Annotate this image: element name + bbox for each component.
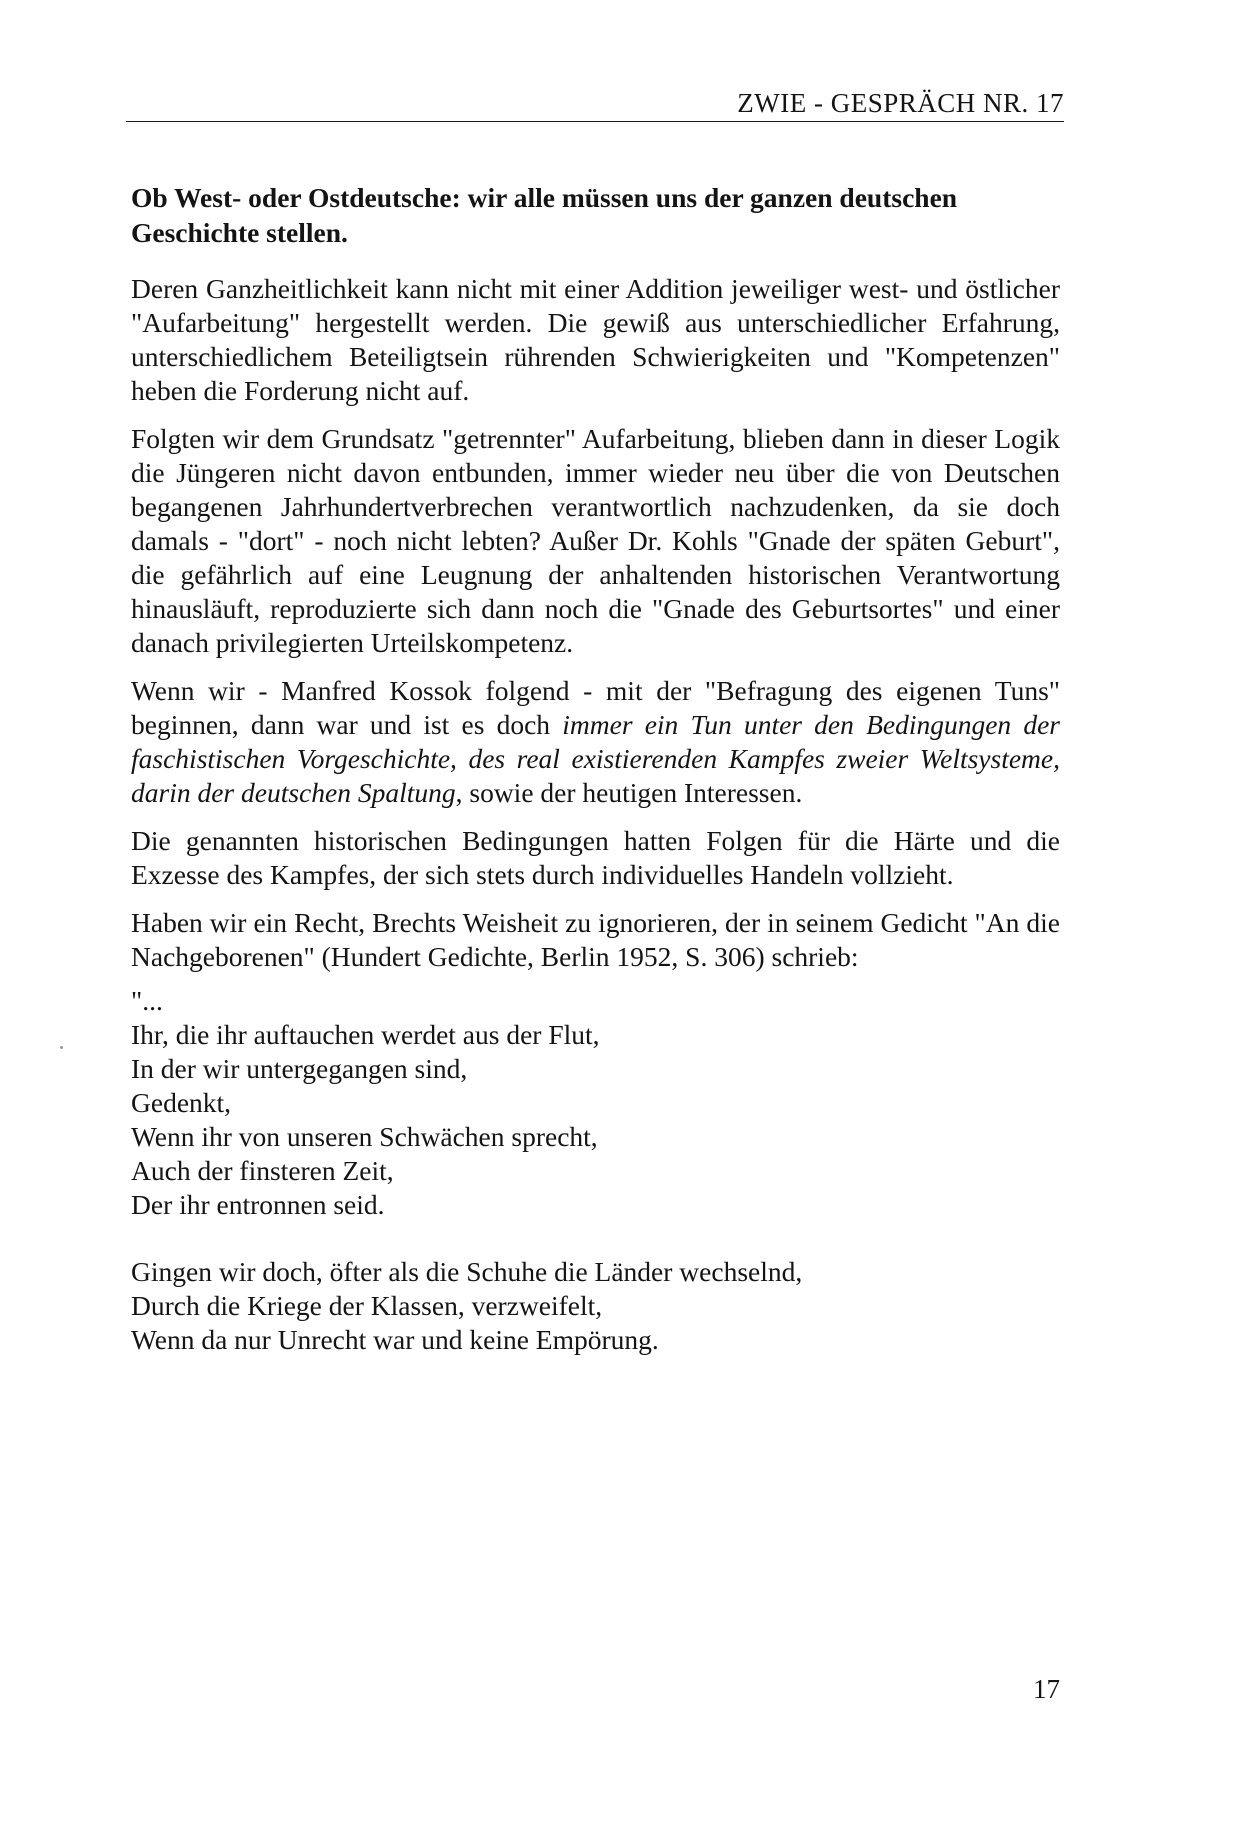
poem-line: Wenn da nur Unrecht war und keine Empörung.	[131, 1324, 659, 1355]
poem-line: Gingen wir doch, öfter als die Schuhe die Länder wechselnd,	[131, 1256, 803, 1287]
running-header: ZWIE - GESPRÄCH NR. 17	[737, 88, 1064, 118]
poem-line: Auch der finsteren Zeit,	[131, 1155, 394, 1186]
header-rule	[126, 121, 1064, 122]
paragraph	[131, 906, 1060, 974]
body-text	[131, 180, 1060, 1357]
poem-stanza-2	[131, 1255, 1060, 1357]
page-number: 17	[1033, 1674, 1060, 1704]
poem-line: In der wir untergegangen sind,	[131, 1053, 468, 1084]
paragraph-text: Deren Ganzheitlichkeit kann nicht mit einer Addition jeweiliger west- und östlicher "Aufarbeitung" hergestellt werden. Die gewiß aus unterschiedlicher Erfahrung, unterschiedlichem Beteiligtsein rührenden Schwierigkeiten und "Kompetenzen" heben die Forderung nicht auf.	[131, 273, 1060, 406]
poem-line: Wenn ihr von unseren Schwächen sprecht,	[131, 1121, 598, 1152]
paragraph-text: , sowie der heutigen Interessen.	[455, 777, 803, 808]
paragraph	[131, 422, 1060, 660]
poem-stanza-1	[131, 1018, 1060, 1222]
italic-text: immer ein Tun unter den Bedingungen der faschistischen Vorgeschichte, des real existierenden Kampfes zweier Weltsysteme, darin der deutschen Spaltung	[131, 709, 1061, 808]
poem-line: Ihr, die ihr auftauchen werdet aus der Flut,	[131, 1019, 600, 1050]
paragraph	[131, 674, 1060, 810]
paragraph-list	[131, 272, 1060, 974]
paragraph	[131, 824, 1060, 892]
quote-opening: "...	[131, 985, 163, 1016]
section-heading: Ob West- oder Ostdeutsche: wir alle müssen uns der ganzen deutschen Geschichte stellen.	[131, 182, 958, 248]
paragraph	[131, 272, 1060, 408]
paragraph-text: Haben wir ein Recht, Brechts Weisheit zu ignorieren, der in seinem Gedicht "An die Nachgeborenen" (Hundert Gedichte, Berlin 1952, S. 306) schrieb:	[131, 907, 1060, 972]
poem-line: Gedenkt,	[131, 1087, 232, 1118]
paragraph-text: Wenn wir - Manfred Kossok folgend - mit der "Befragung des eigenen Tuns" beginnen, dann war und ist es doch	[131, 675, 1060, 740]
poem-line: Der ihr entronnen seid.	[131, 1189, 385, 1220]
paragraph-text: Folgten wir dem Grundsatz "getrennter" Aufarbeitung, blieben dann in dieser Logik die Jüngeren nicht davon entbunden, immer wieder neu über die von Deutschen begangenen Jahrhundertverbrechen verantwortlich nachzudenken, da sie doch damals - "dort" - noch nicht lebten? Außer Dr. Kohls "Gnade der späten Geburt", die gefährlich auf eine Leugnung der anhaltenden historischen Verantwortung hinausläuft, reproduzierte sich dann noch die "Gnade des Geburtsortes" und einer danach privilegierten Urteilskompetenz.	[131, 423, 1060, 658]
poem-line: Durch die Kriege der Klassen, verzweifelt,	[131, 1290, 603, 1321]
scan-speck	[60, 1046, 63, 1049]
paragraph-text: Die genannten historischen Bedingungen hatten Folgen für die Härte und die Exzesse des Kampfes, der sich stets durch individuelles Handeln vollzieht.	[131, 825, 1060, 890]
